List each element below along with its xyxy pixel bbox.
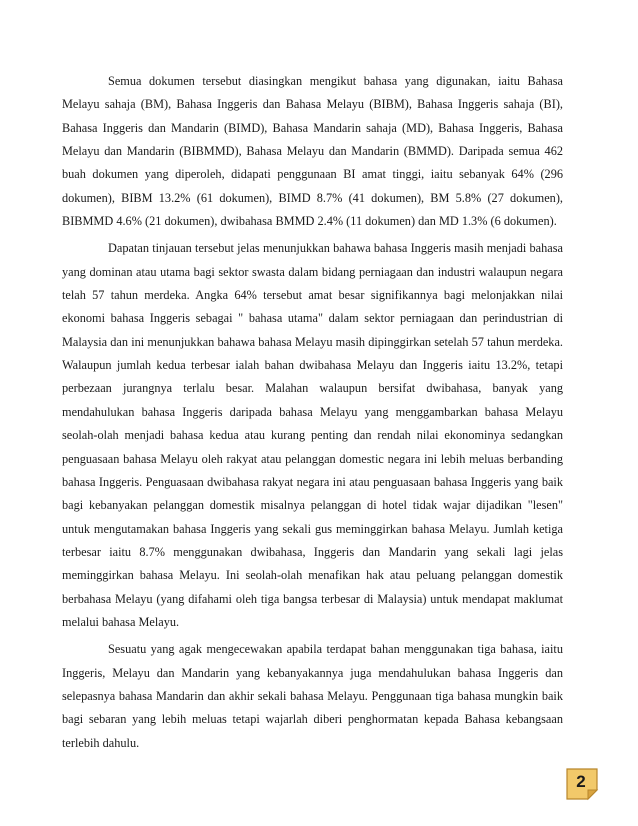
paragraph-2: Dapatan tinjauan tersebut jelas menunjukkan bahawa bahasa Inggeris masih menjadi bahasa yang dominan atau utama bagi sektor swasta dalam bidang perniagaan dan industri walaupun negara telah 57 tahun merdeka. Angka 64% tersebut amat besar signifikannya bagi melonjakkan nilai ekonomi bahasa Inggeris sebagai " bahasa utama" dalam sektor perniagaan dan perindustrian di Malaysia dan ini menunjukkan bahawa bahasa Melayu masih dipinggirkan setelah 57 tahun merdeka. Walaupun jumlah kedua terbesar ialah bahan dwibahasa Melayu dan Inggeris iaitu 13.2%, tetapi perbezaan jurangnya terlalu besar. Malahan walaupun bersifat dwibahasa, banyak yang mendahulukan bahasa Inggeris daripada bahasa Melayu yang menggambarkan bahasa Melayu seolah-olah menjadi bahasa kedua atau kurang penting dan rendah nilai ekonominya sedangkan penguasaan bahasa Melayu oleh rakyat atau pelanggan domestic negara ini lebih meluas berbanding bahasa Inggeris. Penguasaan dwibahasa rakyat negara ini atau penguasaan bahasa Inggeris yang baik bagi kebanyakan pelanggan domestik misalnya pelanggan di hotel tidak wajar dijadikan "lesen" untuk mengutamakan bahasa Inggeris yang sekali gus meminggirkan bahasa Melayu. Jumlah ketiga terbesar iaitu 8.7% menggunakan dwibahasa, Inggeris dan Mandarin yang sekali lagi jelas meminggirkan bahasa Melayu. Ini seolah-olah menafikan hak atau peluang pelanggan domestik berbahasa Melayu (yang difahami oleh tiga bangsa terbesar di Malaysia) untuk mendapat maklumat melalui bahasa Melayu. bbox=[62, 241, 563, 629]
page-number-badge bbox=[566, 768, 602, 804]
document-body bbox=[62, 70, 563, 759]
paragraph-1: Semua dokumen tersebut diasingkan mengikut bahasa yang digunakan, iaitu Bahasa Melayu sahaja (BM), Bahasa Inggeris dan Bahasa Melayu (BIBM), Bahasa Inggeris sahaja (BI), Bahasa Inggeris dan Mandarin (BIMD), Bahasa Mandarin sahaja (MD), Bahasa Inggeris, Bahasa Melayu dan Mandarin (BIBMMD), Bahasa Melayu dan Mandarin (BMMD). Daripada semua 462 buah dokumen yang diperoleh, didapati penggunaan BI amat tinggi, iaitu sebanyak 64% (296 dokumen), BIBM 13.2% (61 dokumen), BIMD 8.7% (41 dokumen), BM 5.8% (27 dokumen), BIBMMD 4.6% (21 dokumen), dwibahasa BMMD 2.4% (11 dokumen) dan MD 1.3% (6 dokumen). bbox=[62, 74, 563, 229]
paragraph-3: Sesuatu yang agak mengecewakan apabila terdapat bahan menggunakan tiga bahasa, iaitu Inggeris, Melayu dan Mandarin yang kebanyakannya juga mendahulukan bahasa Inggeris dan selepasnya bahasa Mandarin dan akhir sekali bahasa Melayu. Penggunaan tiga bahasa mungkin baik bagi sebaran yang lebih meluas tetapi wajarlah diberi penghormatan kepada Bahasa kebangsaan terlebih dahulu. bbox=[62, 642, 563, 750]
page-number: 2 bbox=[576, 772, 586, 791]
